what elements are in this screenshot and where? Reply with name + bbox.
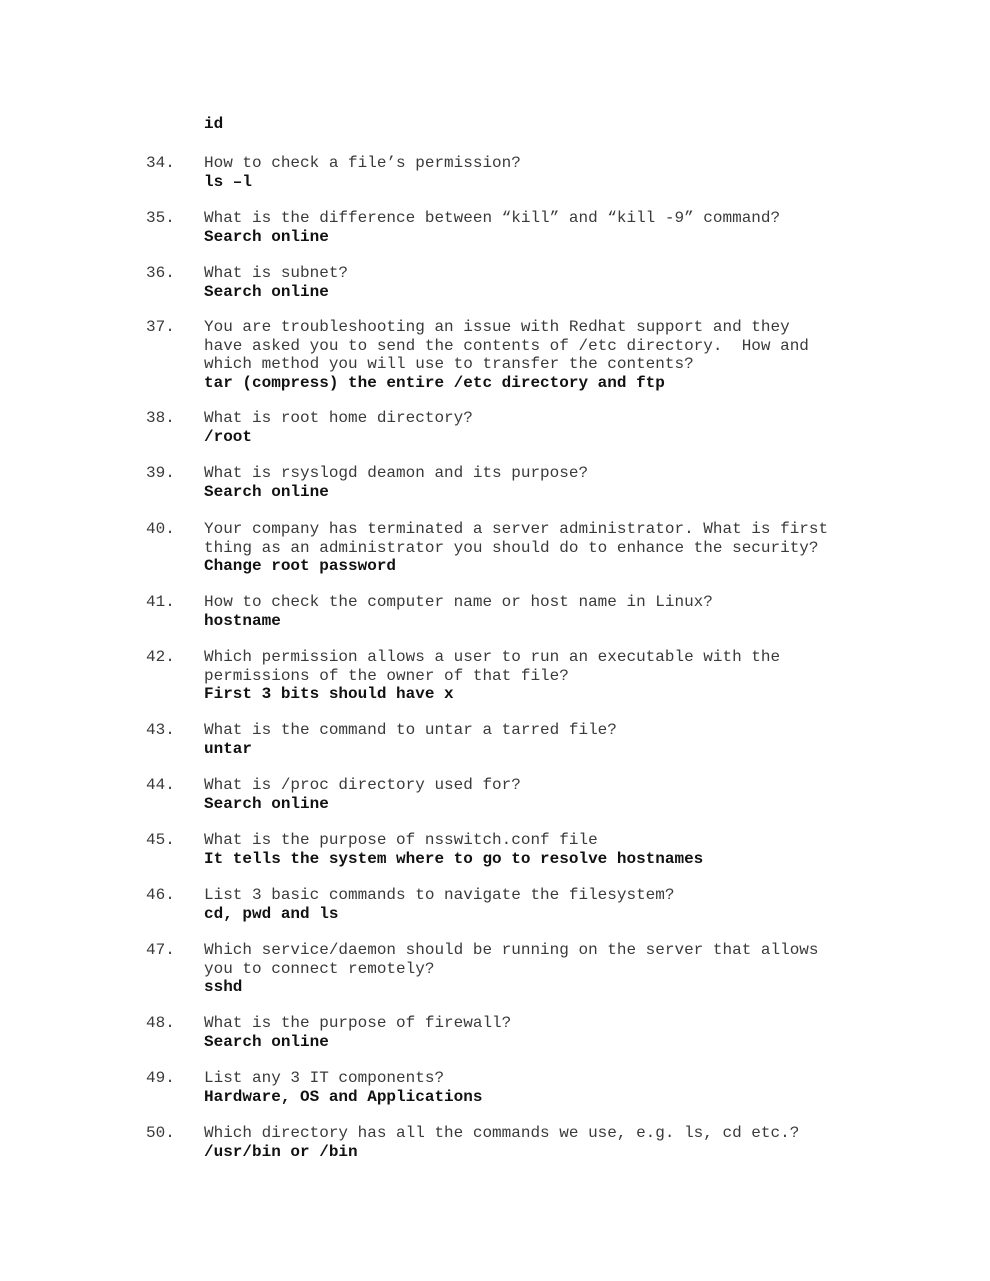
question-text: Which directory has all the commands we use, e.g. ls, cd etc.? bbox=[204, 1124, 800, 1142]
question-body bbox=[204, 520, 864, 576]
question-body bbox=[204, 941, 864, 997]
answer-text: /usr/bin or /bin bbox=[204, 1142, 358, 1161]
question-text: which method you will use to transfer the contents? bbox=[204, 355, 694, 373]
question-number: 42. bbox=[146, 648, 175, 666]
answer-text: cd, pwd and ls bbox=[204, 904, 339, 923]
question-number: 41. bbox=[146, 593, 175, 611]
answer-text: hostname bbox=[204, 611, 281, 630]
carryover-answer: id bbox=[204, 115, 224, 133]
question-text: You are troubleshooting an issue with Redhat support and they bbox=[204, 318, 790, 336]
question-number: 48. bbox=[146, 1014, 175, 1032]
answer-text: sshd bbox=[204, 978, 243, 996]
question-number: 39. bbox=[146, 464, 175, 482]
question-text: What is the purpose of firewall? bbox=[204, 1014, 512, 1032]
question-text: Which service/daemon should be running on the server that allows bbox=[204, 941, 819, 959]
answer-text: It tells the system where to go to resolve hostnames bbox=[204, 849, 704, 868]
answer-text: Search online bbox=[204, 482, 329, 501]
question-body bbox=[204, 1069, 864, 1106]
answer-text: Search online bbox=[204, 282, 329, 301]
question-text: What is the difference between “kill” and “kill -9” command? bbox=[204, 209, 781, 227]
question-number: 38. bbox=[146, 409, 175, 427]
question-body bbox=[204, 154, 864, 191]
question-number: 43. bbox=[146, 721, 175, 739]
question-number: 49. bbox=[146, 1069, 175, 1087]
question-body bbox=[204, 721, 864, 758]
question-text: How to check a file’s permission? bbox=[204, 154, 521, 172]
question-number: 47. bbox=[146, 941, 175, 959]
answer-text: ls –l bbox=[204, 172, 253, 191]
question-text: What is root home directory? bbox=[204, 409, 473, 427]
question-text: List 3 basic commands to navigate the filesystem? bbox=[204, 886, 675, 904]
question-number: 44. bbox=[146, 776, 175, 794]
question-text: List any 3 IT components? bbox=[204, 1069, 445, 1087]
question-body bbox=[204, 464, 864, 501]
question-body bbox=[204, 648, 864, 704]
question-text: Which permission allows a user to run an executable with the bbox=[204, 648, 781, 666]
question-text: What is the purpose of nsswitch.conf file bbox=[204, 831, 598, 849]
question-body bbox=[204, 831, 864, 868]
answer-text: Hardware, OS and Applications bbox=[204, 1087, 483, 1106]
answer-text: Search online bbox=[204, 227, 329, 246]
question-body bbox=[204, 409, 864, 446]
question-number: 35. bbox=[146, 209, 175, 227]
answer-text: First 3 bits should have x bbox=[204, 685, 454, 703]
answer-text: /root bbox=[204, 427, 253, 446]
question-number: 34. bbox=[146, 154, 175, 172]
question-text: you to connect remotely? bbox=[204, 959, 435, 978]
question-text: Your company has terminated a server administrator. What is first bbox=[204, 520, 829, 538]
question-body bbox=[204, 886, 864, 923]
question-number: 36. bbox=[146, 264, 175, 282]
question-number: 45. bbox=[146, 831, 175, 849]
question-number: 50. bbox=[146, 1124, 175, 1142]
question-text: What is /proc directory used for? bbox=[204, 776, 521, 794]
question-body bbox=[204, 264, 864, 301]
question-body bbox=[204, 318, 864, 392]
answer-text: Change root password bbox=[204, 557, 397, 575]
question-body bbox=[204, 209, 864, 246]
answer-text: untar bbox=[204, 739, 253, 758]
answer-text: Search online bbox=[204, 794, 329, 813]
question-number: 37. bbox=[146, 318, 175, 336]
question-text: thing as an administrator you should do to enhance the security? bbox=[204, 538, 819, 557]
question-body bbox=[204, 1014, 864, 1051]
question-number: 40. bbox=[146, 520, 175, 538]
answer-text: tar (compress) the entire /etc directory and ftp bbox=[204, 373, 665, 392]
question-text: have asked you to send the contents of /etc directory. How and bbox=[204, 336, 809, 355]
answer-text: Search online bbox=[204, 1032, 329, 1051]
question-body bbox=[204, 776, 864, 813]
question-body bbox=[204, 593, 864, 630]
question-text: What is subnet? bbox=[204, 264, 349, 282]
question-text: What is the command to untar a tarred file? bbox=[204, 721, 617, 739]
question-text: How to check the computer name or host name in Linux? bbox=[204, 593, 713, 611]
question-number: 46. bbox=[146, 886, 175, 904]
question-body bbox=[204, 1124, 864, 1161]
question-text: permissions of the owner of that file? bbox=[204, 666, 569, 685]
question-text: What is rsyslogd deamon and its purpose? bbox=[204, 464, 589, 482]
